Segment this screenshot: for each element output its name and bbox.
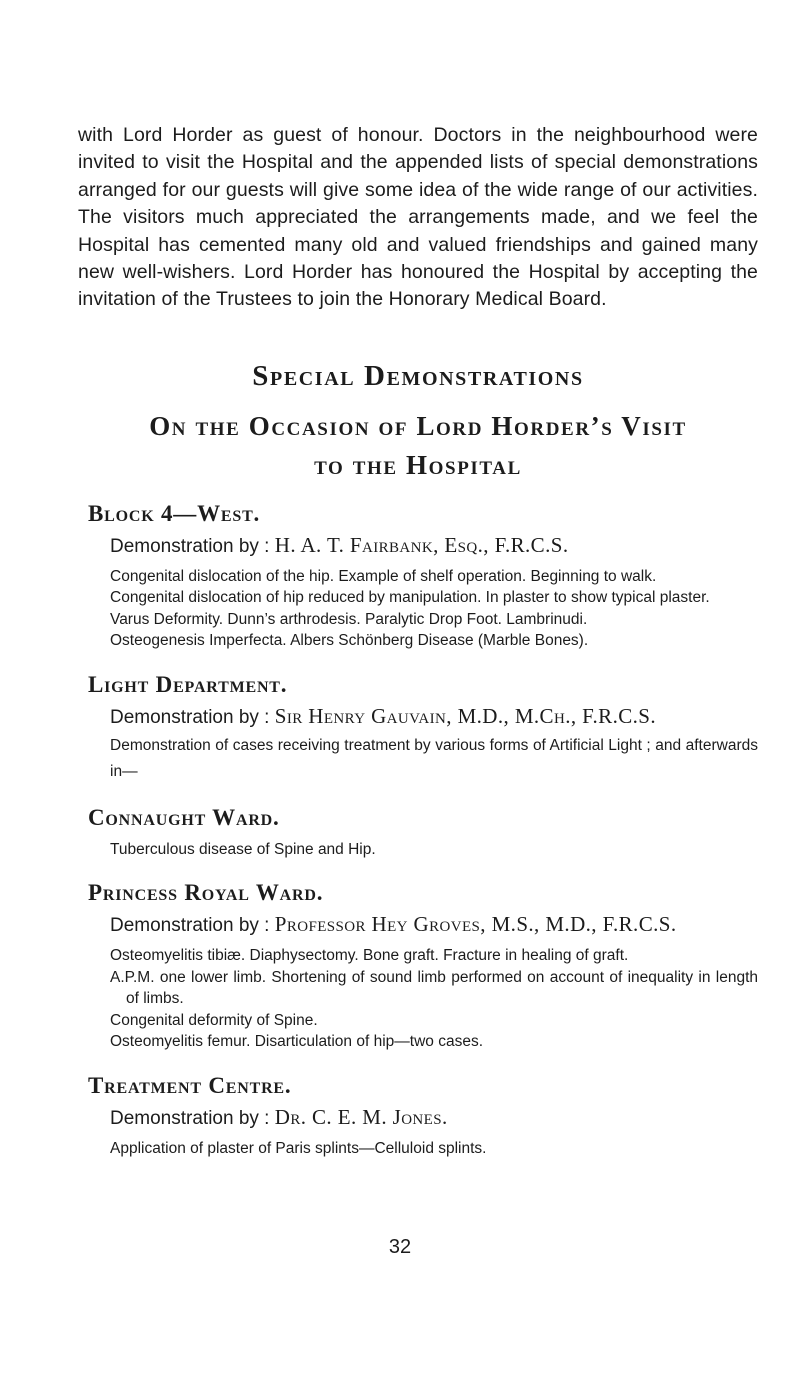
list-item: Tuberculous disease of Spine and Hip.	[110, 840, 376, 858]
demonstrator-name: Professor Hey Groves, M.S., M.D., F.R.C.S.	[274, 912, 677, 937]
section-heading: Connaught Ward.	[88, 804, 280, 830]
page-body	[78, 122, 758, 1159]
list-item: Osteogenesis Imperfecta. Albers Schönberg Disease (Marble Bones).	[110, 632, 589, 650]
intro-paragraph: with Lord Horder as guest of honour. Doctors in the neighbourhood were invited to visit the Hospital and the appended lists of special demonstrations arranged for our guests will give some idea of the wide range of our activities. The visitors much appreciated the arrangements made, and we feel the Hospital has cemented many old and valued friendships and gained many new well-wishers. Lord Horder has honoured the Hospital by accepting the invitation of the Trustees to join the Honorary Medical Board.	[78, 124, 758, 311]
section-connaught-ward	[78, 805, 758, 861]
list-item: Application of plaster of Paris splints—Celluloid splints.	[110, 1139, 487, 1157]
section-heading: Block 4—West.	[88, 500, 261, 526]
demonstrator-line	[110, 533, 758, 558]
demonstrator-name: Dr. C. E. M. Jones.	[274, 1104, 448, 1129]
case-list	[110, 566, 758, 652]
title-line-2: On the Occasion of Lord Horder’s Visit	[149, 410, 687, 441]
section-treatment-centre	[78, 1073, 758, 1160]
list-item: Varus Deformity. Dunn’s arthrodesis. Paralytic Drop Foot. Lambrinudi.	[110, 610, 588, 628]
demonstrator-name: Sir Henry Gauvain, M.D., M.Ch., F.R.C.S.	[274, 703, 657, 728]
demonstrator-line	[110, 704, 758, 729]
section-heading: Princess Royal Ward.	[88, 880, 324, 906]
demonstrator-name: H. A. T. Fairbank, Esq., F.R.C.S.	[274, 532, 569, 557]
list-item: A.P.M. one lower limb. Shortening of sound limb performed on account of inequality in length of limbs.	[110, 968, 758, 1008]
case-list	[110, 945, 758, 1053]
list-item: Osteomyelitis femur. Disarticulation of hip—two cases.	[110, 1033, 483, 1051]
case-list	[110, 839, 758, 861]
demo-prefix: Demonstration by :	[110, 1107, 270, 1129]
case-list	[110, 1138, 758, 1160]
section-text: Demonstration of cases receiving treatment by various forms of Artificial Light ; and afterwards in—	[110, 736, 758, 780]
section-block-4	[78, 501, 758, 652]
list-item: Congenital deformity of Spine.	[110, 1011, 318, 1029]
section-heading: Treatment Centre.	[88, 1072, 292, 1098]
demo-prefix: Demonstration by :	[110, 915, 270, 937]
section-heading: Light Department.	[88, 671, 288, 697]
demonstrator-line	[110, 912, 758, 937]
demo-prefix: Demonstration by :	[110, 535, 270, 557]
page-number: 32	[388, 1236, 412, 1258]
demonstrator-line	[110, 1105, 758, 1130]
title-line-1: Special Demonstrations	[252, 359, 584, 392]
list-item: Congenital dislocation of the hip. Example of shelf operation. Beginning to walk.	[110, 567, 657, 585]
title-line-3: to the Hospital	[314, 449, 522, 480]
section-princess-royal-ward	[78, 880, 758, 1053]
demo-prefix: Demonstration by :	[110, 706, 270, 728]
list-item: Osteomyelitis tibiæ. Diaphysectomy. Bone graft. Fracture in healing of graft.	[110, 947, 629, 965]
section-light-department	[78, 672, 758, 785]
list-item: Congenital dislocation of hip reduced by manipulation. In plaster to show typical plaster.	[110, 589, 710, 607]
